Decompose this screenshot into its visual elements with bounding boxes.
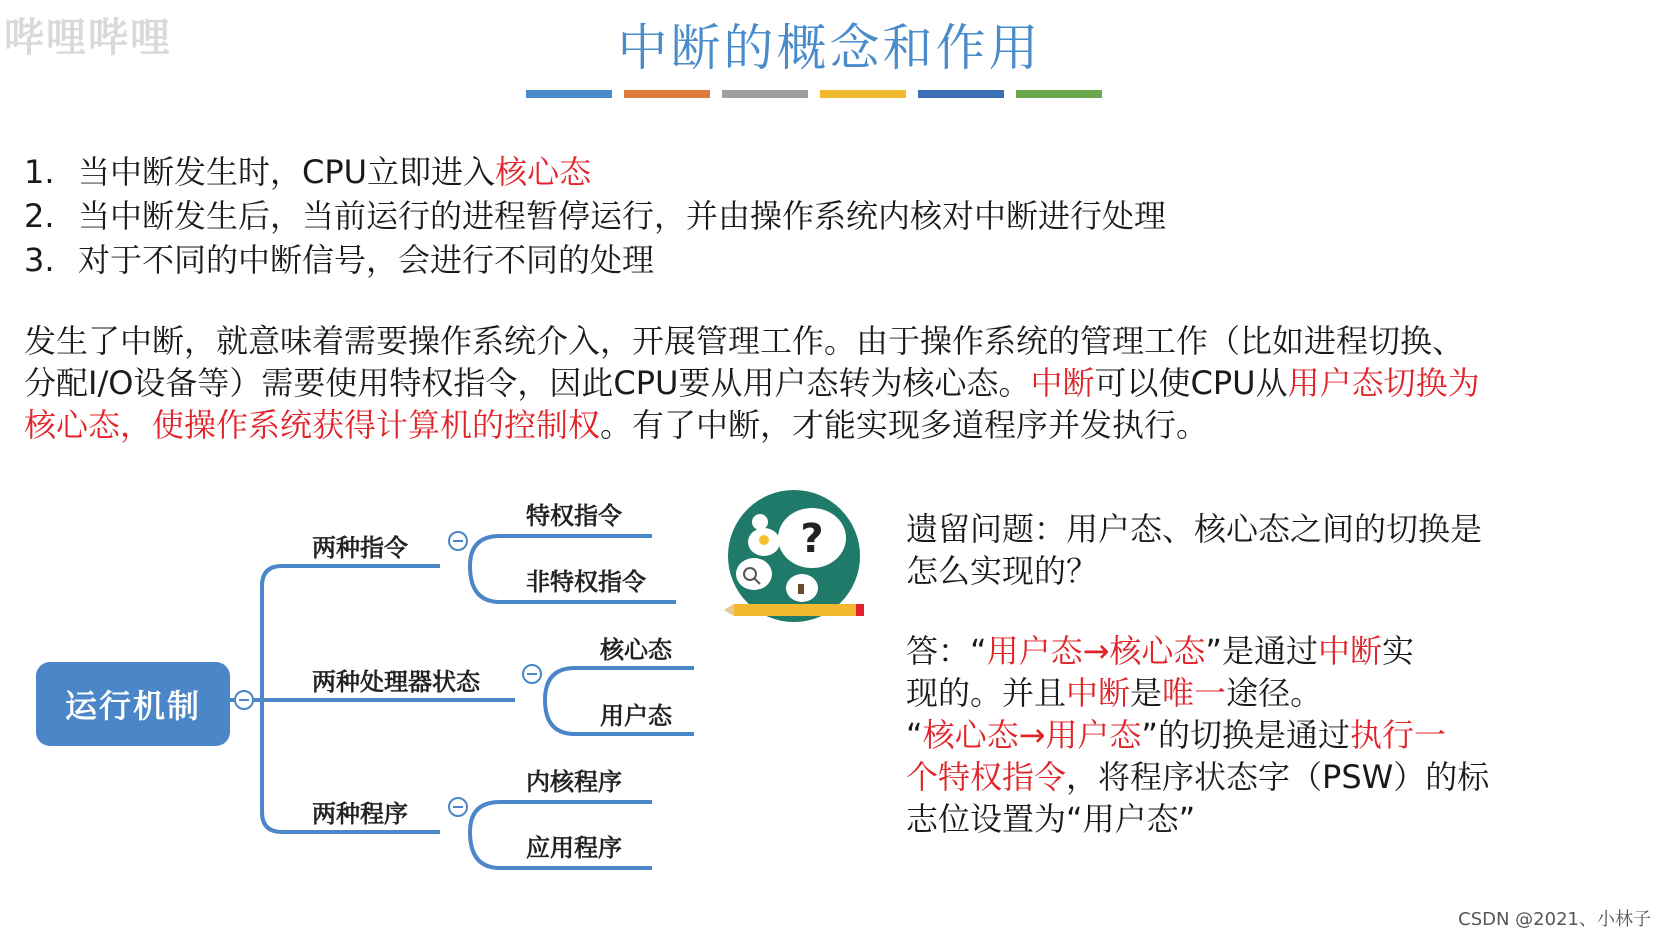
highlight-text: 用户态切换为 (1287, 364, 1480, 402)
highlight-text: 核心态，使操作系统获得计算机的控制权 (24, 406, 601, 444)
answer-line (906, 672, 1546, 714)
answer-line (906, 756, 1546, 798)
text: ，将程序状态字（PSW）的标 (1066, 758, 1490, 796)
highlight-text: 中断 (1030, 364, 1095, 402)
footer-credit: CSDN @2021、小林子 (1458, 909, 1651, 930)
paragraph-line: 发生了中断，就意味着需要操作系统介入，开展管理工作。由于操作系统的管理工作（比如进程切换、 (24, 322, 1465, 360)
list-text: 对于不同的中断信号，会进行不同的处理 (78, 241, 655, 279)
highlight-text: 唯一 (1162, 674, 1227, 712)
list-number: 2. (24, 197, 55, 235)
text: 。有了中断，才能实现多道程序并发执行。 (600, 406, 1209, 444)
mindmap-root[interactable]: 运行机制 (36, 662, 230, 746)
mindmap-branch[interactable]: 两种指令 (312, 534, 408, 562)
color-segment (820, 90, 906, 98)
color-segment (722, 90, 808, 98)
qa-block (906, 508, 1546, 840)
question-line: 怎么实现的？ (906, 552, 1099, 590)
mindmap-leaf[interactable]: 非特权指令 (526, 568, 646, 596)
highlight-text: 执行一 (1350, 716, 1447, 754)
answer-line (906, 630, 1546, 672)
mindmap-leaf[interactable]: 应用程序 (526, 834, 622, 862)
list-number: 3. (24, 241, 55, 279)
highlight-text: 个特权指令 (906, 758, 1067, 796)
mindmap-branch[interactable]: 两种处理器状态 (312, 668, 480, 696)
text: 是 (1130, 674, 1163, 712)
text: “ (906, 716, 923, 754)
thinking-illustration-icon (720, 490, 870, 630)
mindmap-leaf[interactable]: 特权指令 (526, 502, 622, 530)
text: 分配I/O设备等）需要使用特权指令，因此CPU要从用户态转为核心态。 (24, 364, 1031, 402)
color-segment (1016, 90, 1102, 98)
collapse-icon[interactable] (448, 531, 468, 551)
text: 途径。 (1226, 674, 1323, 712)
highlight-text: 中断 (1318, 632, 1383, 670)
list-number: 1. (24, 153, 55, 191)
text: 实 (1382, 632, 1415, 670)
answer-line (906, 714, 1546, 756)
mindmap-branch[interactable]: 两种程序 (312, 800, 408, 828)
page-title: 中断的概念和作用 (617, 19, 1042, 77)
highlight-text: 核心态→用户态 (922, 716, 1142, 754)
list-highlight: 核心态 (495, 153, 592, 191)
mindmap-leaf[interactable]: 核心态 (600, 636, 672, 664)
list-text: 当中断发生后，当前运行的进程暂停运行，并由操作系统内核对中断进行处理 (78, 197, 1167, 235)
highlight-text: 中断 (1066, 674, 1131, 712)
text: ”是通过 (1205, 632, 1319, 670)
collapse-icon[interactable] (522, 664, 542, 684)
connector-line (262, 566, 440, 586)
svg-text:?: ? (800, 516, 824, 562)
answer-line: 志位设置为“用户态” (906, 800, 1196, 838)
text: 答：“ (906, 632, 987, 670)
text: 可以使CPU从 (1094, 364, 1288, 402)
color-segment (918, 90, 1004, 98)
collapse-icon[interactable] (448, 797, 468, 817)
mindmap-leaf[interactable]: 内核程序 (526, 768, 622, 796)
collapse-icon[interactable] (234, 690, 254, 710)
question-line: 遗留问题：用户态、核心态之间的切换是 (906, 510, 1483, 548)
text: ”的切换是通过 (1141, 716, 1350, 754)
mindmap-leaf[interactable]: 用户态 (600, 702, 672, 730)
text: 现的。并且 (906, 674, 1067, 712)
highlight-text: 用户态→核心态 (986, 632, 1206, 670)
watermark-logo: 哔哩哔哩 (4, 15, 172, 61)
list-text: 当中断发生时，CPU立即进入 (78, 153, 496, 191)
